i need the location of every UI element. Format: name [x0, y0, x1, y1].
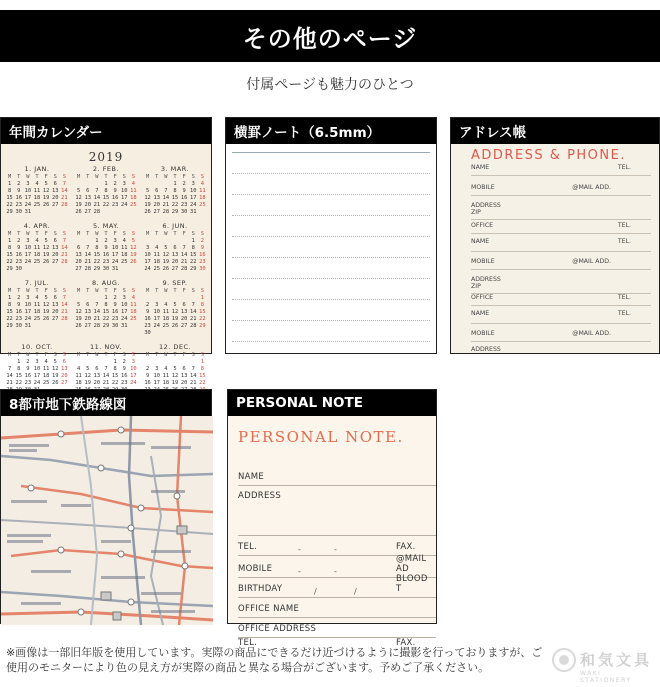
- address-row-mobile-1: [471, 184, 651, 196]
- calendar-week-row: 9 10 11 12 13 14 15: [145, 309, 206, 315]
- address-tel-label: TEL.: [617, 238, 631, 245]
- brand-logo: [552, 648, 656, 682]
- ruled-line: [232, 320, 430, 321]
- calendar-week-row: 14 15 16 17 18 19 20: [6, 373, 68, 379]
- calendar-weekday-row: M T W T F S S: [7, 231, 67, 237]
- address-name-label: NAME: [471, 310, 490, 317]
- calendar-week-row: 19 20 21 22 23 24 25: [75, 316, 137, 322]
- calendar-weekday-row: M T W T F S S: [76, 352, 136, 358]
- calendar-week-row: 1: [200, 359, 205, 365]
- calendar-month: [5, 280, 69, 337]
- pn-row-address-space: [238, 504, 436, 536]
- personal-note-panel: [227, 389, 437, 648]
- address-mobile-label: MOBILE: [471, 184, 495, 191]
- ruled-note-image: [226, 144, 436, 353]
- address-tel-label: TEL.: [617, 164, 631, 171]
- calendar-weekday-row: M T W T F S S: [7, 174, 67, 180]
- address-mobile-label: MOBILE: [471, 330, 495, 337]
- calendar-week-row: 3 4 5 6 7 8 9: [145, 245, 205, 251]
- calendar-week-row: 26 27 28 29 30 31: [144, 209, 197, 215]
- calendar-month-name: 1. JAN.: [24, 165, 50, 173]
- calendar-year: 2019: [88, 150, 124, 164]
- calendar-month-name: 11. NOV.: [90, 343, 122, 351]
- calendar-week-row: 15 16 17 18 19 20 21: [6, 195, 68, 201]
- pn-row-address: [238, 486, 436, 504]
- calendar-weekday-row: M T W T F S S: [145, 231, 205, 237]
- address-row-address-1: [471, 202, 651, 220]
- calendar-month: [5, 223, 69, 273]
- ruled-top-line: [232, 152, 430, 153]
- calendar-weekday-row: M T W T F S S: [145, 352, 205, 358]
- address-book-panel-label: アドレス帳: [451, 118, 659, 144]
- pn-mobile-label: MOBILE: [238, 564, 273, 574]
- address-email-label: @MAIL ADD.: [572, 330, 611, 337]
- address-email-label: @MAIL ADD.: [572, 184, 611, 191]
- calendar-week-row: 1 2 3 4: [104, 295, 136, 301]
- address-book-title: ADDRESS & PHONE.: [471, 148, 626, 163]
- calendar-weekday-row: M T W T F S S: [7, 352, 67, 358]
- calendar-week-row: 8 9 10 11 12 13 14: [7, 188, 68, 194]
- calendar-month: [143, 280, 207, 337]
- calendar-week-row: 24 25 26 27 28 29 30: [144, 266, 206, 272]
- address-office-label: OFFICE: [471, 294, 494, 301]
- calendar-week-row: 29 30: [6, 266, 22, 272]
- calendar-month: [74, 166, 138, 216]
- pn-email-label: @MAIL AD: [396, 554, 427, 574]
- pn-row-office-name: [238, 598, 436, 618]
- address-row-name-1: [471, 164, 651, 176]
- calendar-week-row: 27 28 29 30 31: [75, 266, 119, 272]
- ruled-note-panel: [225, 117, 437, 354]
- address-office-label: OFFICE: [471, 222, 494, 229]
- address-book-image: [451, 144, 659, 353]
- calendar-month-name: 7. JUL.: [24, 279, 50, 287]
- calendar-month: [5, 166, 69, 216]
- calendar-week-row: 19 20 21 22 23 24 25: [144, 202, 206, 208]
- address-address-label: ADDRESS: [471, 202, 501, 209]
- personal-note-title: PERSONAL NOTE.: [238, 428, 404, 446]
- calendar-week-row: 22 23 24 25 26 27 28: [6, 316, 68, 322]
- address-name-label: NAME: [471, 238, 490, 245]
- calendar-week-row: 15 16 17 18 19 20 21: [6, 252, 68, 258]
- calendar-month-name: 9. SEP.: [162, 279, 188, 287]
- calendar-week-row: 19 20 21 22 23 24 25: [75, 202, 137, 208]
- calendar-week-row: 20 21 22 23 24 25 26: [75, 259, 137, 265]
- brand-logo-japanese: 和気文具: [580, 651, 653, 669]
- calendar-week-row: 22 23 24 25 26 27 28: [6, 202, 68, 208]
- calendar-week-row: 11 12 13 14 15 16 17: [75, 373, 137, 379]
- calendar-weekday-row: M T W T F S S: [7, 288, 67, 294]
- page-subtitle: 付属ページも魅力のひとつ: [246, 77, 414, 93]
- calendar-month-name: 8. AUG.: [91, 279, 121, 287]
- address-tel-label: TEL.: [617, 294, 631, 301]
- address-row-office-2: [471, 294, 651, 306]
- brand-logo-icon: [552, 648, 576, 672]
- pn-fax2-label: FAX.: [396, 638, 416, 648]
- page-title: その他のページ: [0, 10, 660, 62]
- pn-row-mobile: MOBILE - - @MAIL AD: [238, 556, 436, 578]
- calendar-week-row: 1: [200, 295, 205, 301]
- calendar-week-row: 7 8 9 10 11 12 13: [7, 366, 68, 372]
- calendar-month-grid: [5, 166, 207, 401]
- pn-fax-label: FAX.: [396, 542, 416, 552]
- calendar-month: [143, 223, 207, 273]
- calendar-week-row: 13 14 15 16 17 18 19: [75, 252, 137, 258]
- calendar-week-row: 1 2 3: [113, 359, 136, 365]
- calendar-week-row: 1 2 3 4: [104, 181, 136, 187]
- address-zip-label: ZIP: [471, 283, 481, 290]
- calendar-week-row: 16 17 18 19 20 21 22: [144, 316, 206, 322]
- address-address-label: ADDRESS: [471, 346, 501, 353]
- calendar-week-row: 15 16 17 18 19 20 21: [6, 309, 68, 315]
- calendar-week-row: 17 18 19 20 21 22 23: [144, 259, 206, 265]
- calendar-weekday-row: M T W T F S S: [76, 288, 136, 294]
- calendar-image: [1, 144, 211, 386]
- address-name-label: NAME: [471, 164, 490, 171]
- calendar-panel: [0, 117, 212, 386]
- calendar-week-row: 29 30 31: [6, 209, 32, 215]
- calendar-week-row: 9 10 11 12 13 14 15: [145, 373, 206, 379]
- calendar-week-row: 6 7 8 9 10 11 12: [76, 245, 137, 251]
- calendar-week-row: 16 17 18 19 20 21 22: [144, 380, 206, 386]
- calendar-week-row: 1 2 3 4 5 6 7: [7, 295, 67, 301]
- ruled-line: [232, 278, 430, 279]
- calendar-month-name: 10. OCT.: [21, 343, 53, 351]
- pn-office-name-label: OFFICE NAME: [238, 604, 300, 614]
- subway-map-illustration: [1, 416, 213, 625]
- calendar-week-row: 5 6 7 8 9 10 11: [145, 188, 206, 194]
- calendar-week-row: 23 24 25 26 27 28 29: [144, 323, 206, 329]
- address-row-name-2: [471, 238, 651, 252]
- calendar-week-row: 1 2 3 4 5: [95, 238, 136, 244]
- calendar-month-name: 6. JUN.: [162, 222, 188, 230]
- calendar-week-row: 2 3 4 5 6 7 8: [145, 302, 205, 308]
- pn-row-office-address: [238, 618, 436, 638]
- calendar-week-row: 1 2: [191, 238, 205, 244]
- personal-note-panel-label: PERSONAL NOTE: [228, 390, 436, 416]
- calendar-week-row: 1 2 3 4: [173, 181, 205, 187]
- address-address-label: ADDRESS: [471, 276, 501, 283]
- ruled-line: [232, 173, 430, 174]
- calendar-week-row: 8 9 10 11 12 13 14: [7, 302, 68, 308]
- address-row-mobile-2: [471, 258, 651, 270]
- calendar-month-name: 4. APR.: [23, 222, 51, 230]
- address-zip-label: ZIP: [471, 209, 481, 216]
- calendar-month-name: 12. DEC.: [158, 343, 192, 351]
- calendar-week-row: 26 27 28: [75, 209, 101, 215]
- calendar-week-row: 12 13 14 15 16 17 18: [144, 195, 206, 201]
- address-tel-label: TEL.: [617, 222, 631, 229]
- address-row-address-3: [471, 346, 651, 356]
- pn-row-name: [238, 462, 436, 486]
- calendar-week-row: 1 2 3 4 5 6 7: [7, 181, 67, 187]
- calendar-week-row: 4 5 6 7 8 9 10: [76, 366, 137, 372]
- calendar-week-row: 30: [144, 330, 151, 336]
- calendar-week-row: 18 19 20 21 22 23 24: [75, 380, 137, 386]
- subway-map-panel: [0, 389, 212, 624]
- calendar-week-row: 21 22 23 24 25 26 27: [6, 380, 68, 386]
- address-row-name-3: [471, 310, 651, 324]
- personal-note-image: [228, 416, 436, 648]
- calendar-week-row: 10 11 12 13 14 15 16: [144, 252, 206, 258]
- calendar-week-row: 12 13 14 15 16 17 18: [75, 195, 137, 201]
- ruled-note-panel-label: 横罫ノート（6.5mm）: [226, 118, 436, 144]
- ruled-line: [232, 215, 430, 216]
- pn-address-label: ADDRESS: [238, 491, 282, 501]
- address-tel-label: TEL.: [617, 310, 631, 317]
- calendar-month: [74, 223, 138, 273]
- subway-map-image: [1, 416, 211, 623]
- address-row-address-2: [471, 276, 651, 294]
- calendar-weekday-row: M T W T F S S: [145, 288, 205, 294]
- calendar-month-name: 5. MAY.: [92, 222, 120, 230]
- calendar-month: [143, 166, 207, 216]
- address-book-panel: [450, 117, 660, 354]
- calendar-week-row: 12 13 14 15 16 17 18: [75, 309, 137, 315]
- address-email-label: @MAIL ADD.: [572, 258, 611, 265]
- disclaimer-note: ※画像は一部旧年版を使用しています。実際の商品にできるだけ近づけるように撮影を行っておりますが、ご使用のモニターにより色の見え方が実際の商品と異なる場合がございます。予めご了承ください。: [6, 646, 543, 674]
- address-row-office-1: [471, 222, 651, 234]
- calendar-week-row: 22 23 24 25 26 27 28: [6, 259, 68, 265]
- calendar-month-name: 2. FEB.: [92, 165, 120, 173]
- pn-name-label: NAME: [238, 472, 265, 482]
- ruled-line: [232, 194, 430, 195]
- calendar-week-row: 29 30 31: [6, 323, 32, 329]
- pn-row-birthday: BIRTHDAY / / BLOOD T: [238, 578, 436, 598]
- calendar-weekday-row: M T W T F S S: [145, 174, 205, 180]
- pn-birthday-label: BIRTHDAY: [238, 584, 283, 594]
- ruled-line: [232, 341, 430, 342]
- calendar-weekday-row: M T W T F S S: [76, 174, 136, 180]
- ruled-line: [232, 236, 430, 237]
- calendar-week-row: 1 2 3 4 5 6: [17, 359, 67, 365]
- calendar-week-row: 26 27 28 29 30 31: [75, 323, 128, 329]
- pn-office-address-label: OFFICE ADDRESS: [238, 624, 317, 634]
- ruled-line: [232, 299, 430, 300]
- pn-blood-label: BLOOD T: [396, 574, 428, 594]
- calendar-panel-label: 年間カレンダー: [1, 118, 211, 144]
- pn-tel-label: TEL.: [238, 542, 258, 552]
- calendar-week-row: 8 9 10 11 12 13 14: [7, 245, 68, 251]
- calendar-week-row: 2 3 4 5 6 7 8: [145, 366, 205, 372]
- calendar-week-row: 1 2 3 4 5 6 7: [7, 238, 67, 244]
- calendar-weekday-row: M T W T F S S: [76, 231, 136, 237]
- pn-tel2-label: TEL.: [238, 638, 258, 648]
- brand-logo-english: WAKI STATIONERY: [580, 670, 632, 684]
- calendar-week-row: 5 6 7 8 9 10 11: [76, 302, 137, 308]
- calendar-month: [74, 280, 138, 337]
- calendar-week-row: 5 6 7 8 9 10 11: [76, 188, 137, 194]
- address-mobile-label: MOBILE: [471, 258, 495, 265]
- pn-row-tel: TEL. - - FAX.: [238, 536, 436, 556]
- calendar-month-name: 3. MAR.: [160, 165, 190, 173]
- subway-map-panel-label: 8都市地下鉄路線図: [1, 390, 211, 416]
- ruled-line: [232, 257, 430, 258]
- address-row-mobile-3: [471, 330, 651, 342]
